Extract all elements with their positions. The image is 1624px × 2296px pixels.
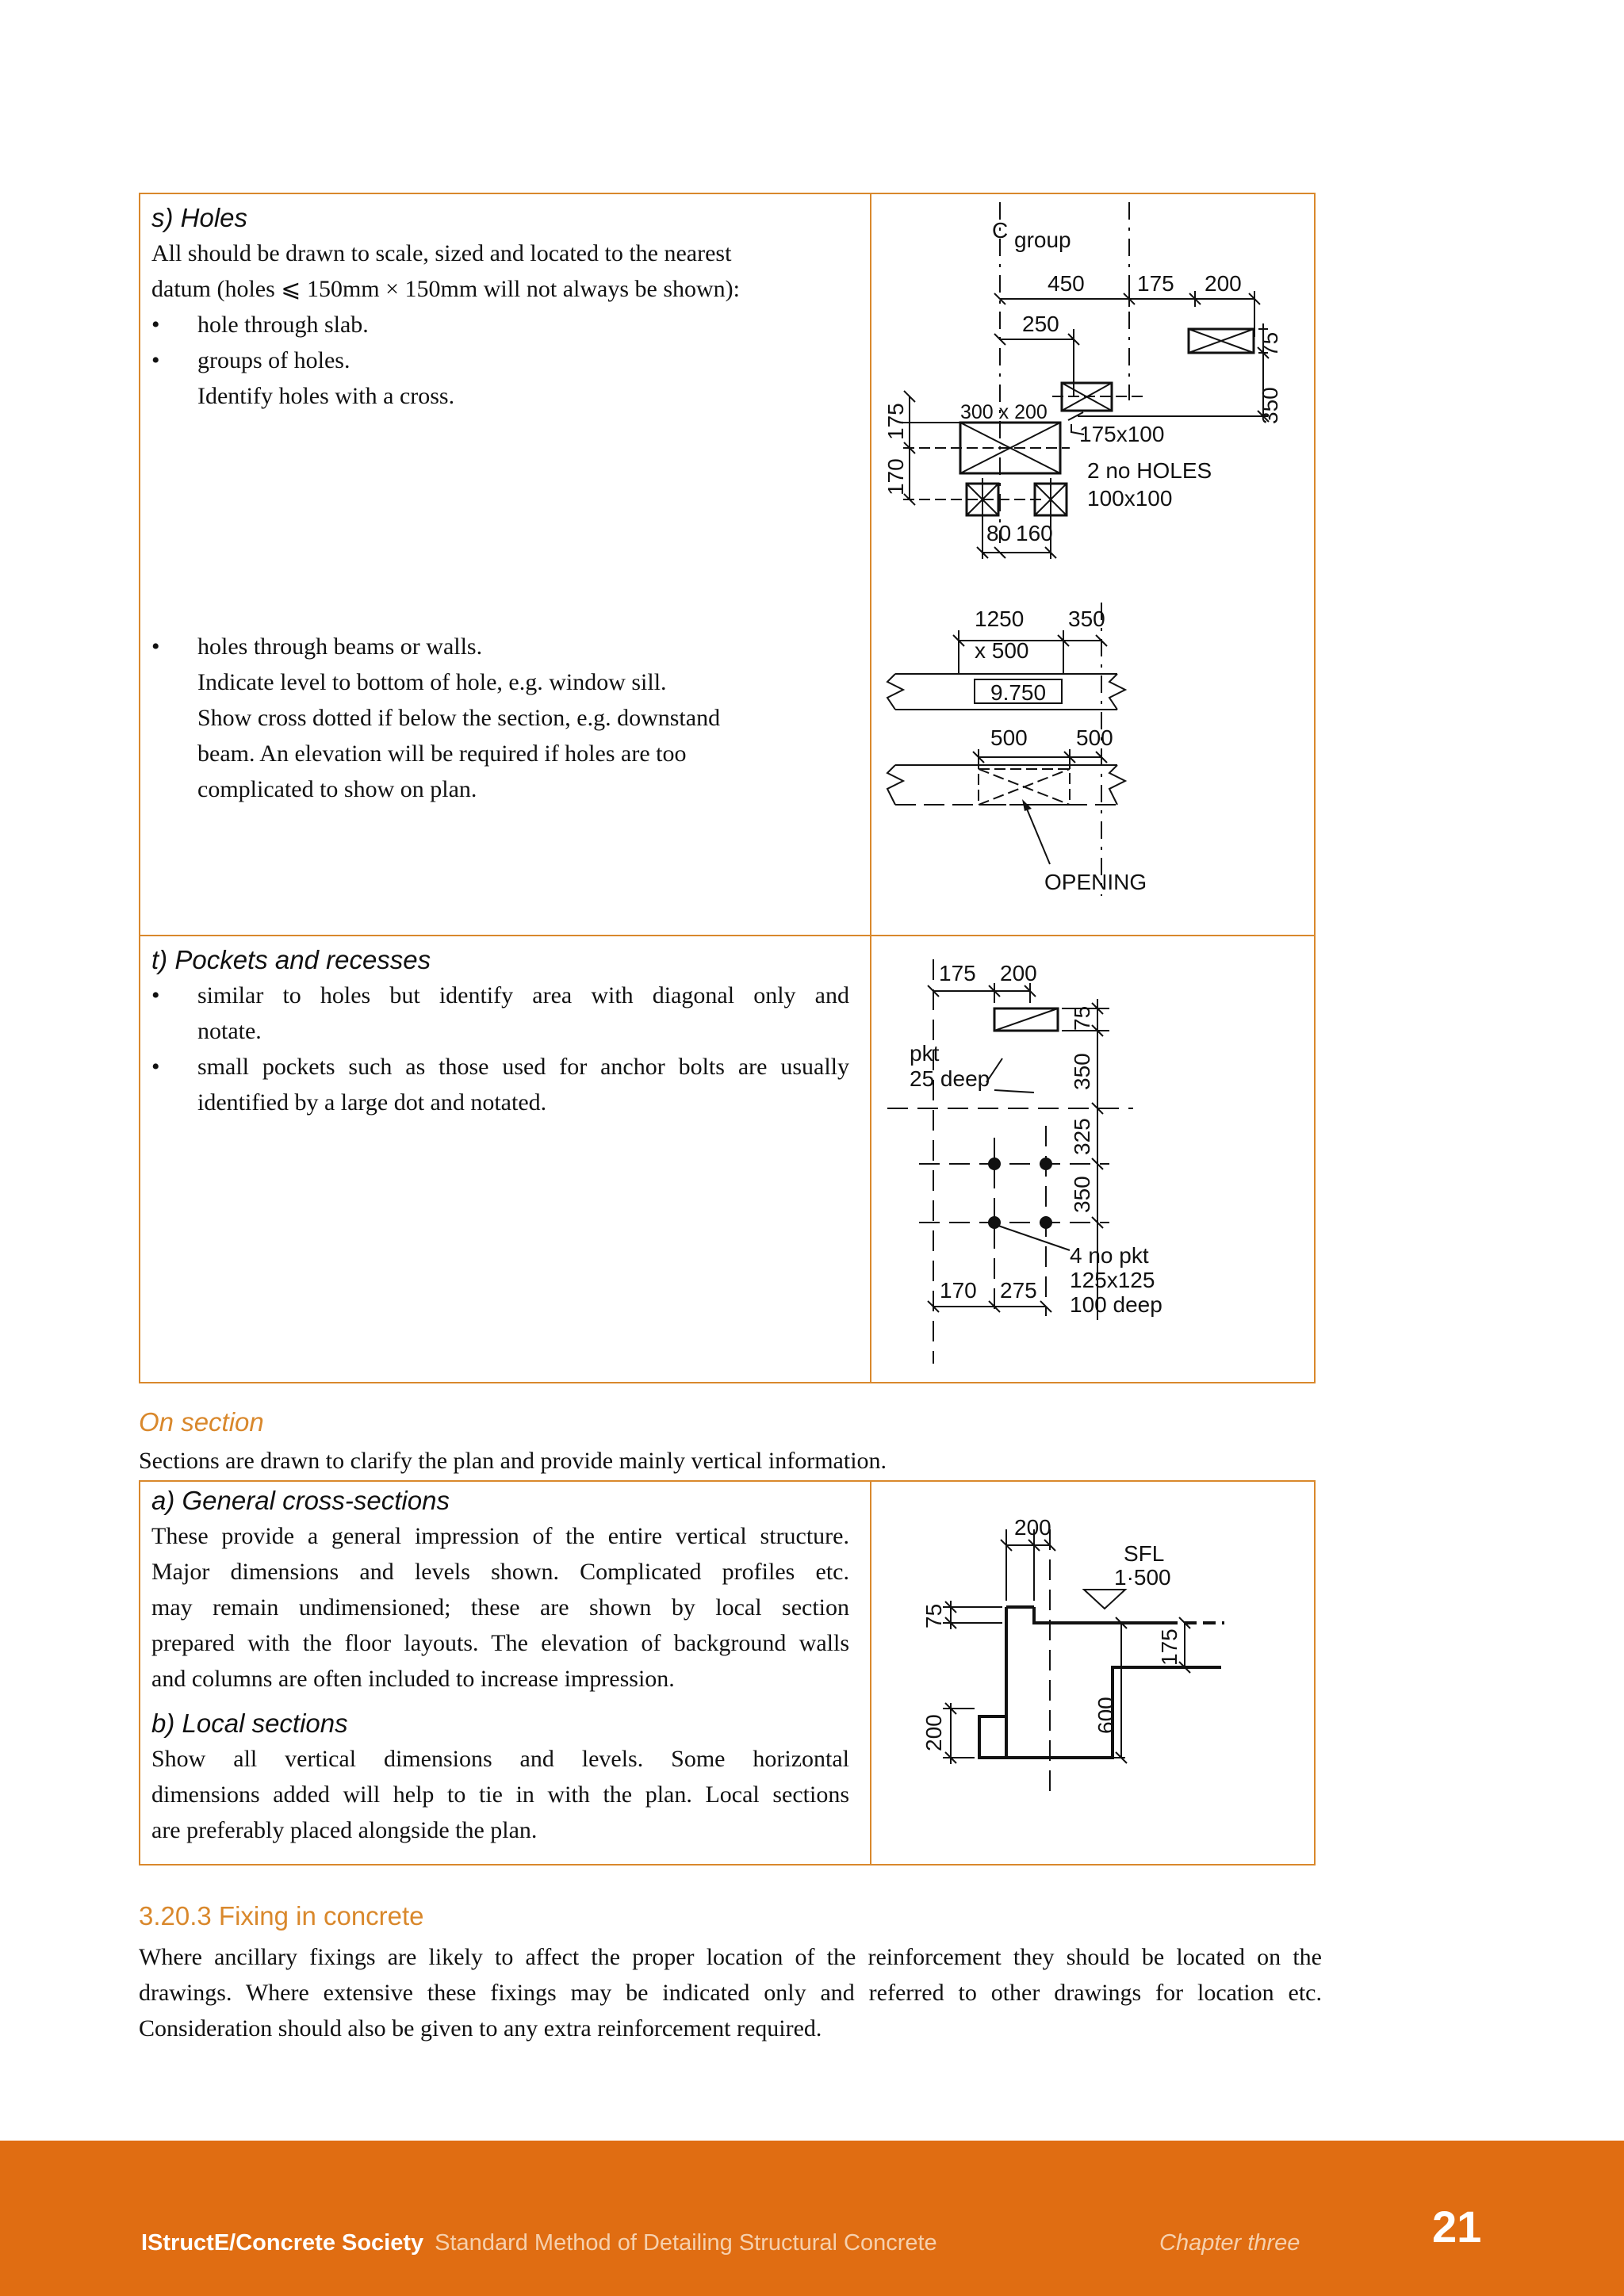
local-sections-line-3: are preferably placed alongside the plan.	[151, 1817, 538, 1843]
pockets-text-cell	[151, 943, 849, 1120]
dim-450: 450	[1048, 271, 1085, 296]
holes-beams-text-cell	[151, 629, 849, 807]
dim-175-left: 175	[883, 403, 908, 440]
dim-75: 75	[1258, 331, 1282, 357]
beam-dim-x500: x 500	[975, 638, 1029, 663]
page-footer	[0, 2141, 1624, 2296]
section-dim-75: 75	[921, 1603, 946, 1628]
beam-dim-1250: 1250	[975, 607, 1025, 631]
dim-80: 80	[986, 521, 1012, 545]
holes-bullet-slab: • hole through slab.	[151, 307, 849, 342]
general-sections-line-2: Major dimensions and levels shown. Complicated profiles etc.	[151, 1559, 849, 1585]
footer-chapter: Chapter three	[1159, 2230, 1300, 2256]
holes-note-2: 100x100	[1087, 486, 1173, 511]
hole-175x100: 175x100	[1079, 422, 1165, 446]
fixing-heading: 3.20.3 Fixing in concrete	[139, 1901, 424, 1931]
pocket-dim-75: 75	[1070, 1005, 1094, 1031]
sfl-label-1: SFL	[1124, 1541, 1165, 1566]
general-sections-heading: a) General cross-sections	[151, 1486, 450, 1515]
local-sections-heading: b) Local sections	[151, 1709, 348, 1738]
pocket-note-2: 125x125	[1070, 1268, 1155, 1292]
on-section-heading: On section	[139, 1407, 264, 1437]
pockets-bullet-2-cont: identified by a large dot and notated.	[197, 1089, 547, 1115]
holes-beam-figure	[871, 595, 1316, 936]
general-sections-line-3: may remain undimensioned; these are shown by local section	[151, 1594, 849, 1621]
beam-dim-350: 350	[1068, 607, 1105, 631]
fixing-line-1: Where ancillary fixings are likely to affect the proper location of the reinforcement they should be located on the	[139, 1944, 1322, 1970]
beam-dim-500b: 500	[1076, 725, 1113, 750]
dim-160: 160	[1016, 521, 1053, 545]
sections-text-cell	[151, 1483, 849, 1848]
fixing-paragraph	[139, 1939, 1322, 2046]
sections-table	[139, 1480, 1316, 1866]
general-sections-line-4: prepared with the floor layouts. The elevation of background walls	[151, 1630, 849, 1656]
holes-bullet-groups: • groups of holes.	[151, 342, 849, 378]
pocket-dim-350a: 350	[1070, 1053, 1094, 1090]
holes-pockets-table	[139, 193, 1316, 1383]
holes-beams-line-1: Indicate level to bottom of hole, e.g. window sill.	[197, 669, 667, 695]
local-sections-line-2: dimensions added will help to tie in with the plan. Local sections	[151, 1781, 849, 1808]
cl-marker: C	[992, 218, 1009, 243]
dim-175: 175	[1137, 271, 1174, 296]
opening-label: OPENING	[1044, 870, 1147, 894]
pocket-note-1: 4 no pkt	[1070, 1243, 1149, 1268]
holes-beams-line-3: beam. An elevation will be required if holes are too	[197, 740, 687, 767]
section-figure	[871, 1482, 1316, 1866]
pocket-note-3: 100 deep	[1070, 1292, 1162, 1317]
section-dim-200b: 200	[921, 1714, 946, 1751]
holes-bullet-beams: • holes through beams or walls.	[151, 629, 849, 664]
holes-intro-line-2: datum (holes ⩽ 150mm × 150mm will not always be shown):	[151, 276, 740, 302]
general-sections-line-1: These provide a general impression of the entire vertical structure.	[151, 1523, 849, 1549]
holes-note-1: 2 no HOLES	[1087, 458, 1212, 483]
pocket-dim-175: 175	[939, 961, 976, 985]
beam-level: 9.750	[990, 680, 1047, 705]
footer-publication	[141, 2230, 937, 2256]
fixing-line-2: drawings. Where extensive these fixings may be indicated only and referred to other drawings for location etc.	[139, 1980, 1322, 2006]
holes-heading: s) Holes	[151, 203, 248, 232]
holes-text-cell	[151, 201, 849, 414]
pockets-bullet-1: • similar to holes but identify area with diagonal only and	[151, 978, 849, 1013]
dim-250: 250	[1022, 312, 1059, 336]
holes-beams-line-4: complicated to show on plan.	[197, 776, 477, 802]
on-section-intro: Sections are drawn to clarify the plan and provide mainly vertical information.	[139, 1448, 887, 1474]
local-sections-line-1: Show all vertical dimensions and levels. Some horizontal	[151, 1746, 849, 1772]
pockets-bullet-1-cont: notate.	[197, 1018, 262, 1044]
dim-170-left: 170	[883, 458, 908, 496]
pocket-dim-170: 170	[940, 1278, 977, 1303]
pockets-figure	[871, 951, 1316, 1380]
pkt-label-2: 25 deep	[910, 1066, 990, 1091]
footer-org: IStructE/Concrete Society	[141, 2230, 424, 2256]
general-sections-line-5: and columns are often included to increase impression.	[151, 1666, 675, 1692]
holes-plan-figure	[871, 194, 1316, 567]
pkt-label-1: pkt	[910, 1041, 940, 1066]
holes-bullet-groups-note: Identify holes with a cross.	[197, 383, 455, 409]
pocket-dim-325: 325	[1070, 1118, 1094, 1155]
sfl-label-2: 1·500	[1114, 1565, 1171, 1590]
holes-intro-line-1: All should be drawn to scale, sized and located to the nearest	[151, 240, 732, 266]
page-number: 21	[1432, 2202, 1482, 2252]
footer-title: Standard Method of Detailing Structural Concrete	[435, 2230, 937, 2256]
pockets-heading: t) Pockets and recesses	[151, 945, 431, 974]
pocket-dim-275: 275	[1000, 1278, 1037, 1303]
hole-300x200: 300 x 200	[960, 401, 1048, 423]
pockets-bullet-2: • small pockets such as those used for anchor bolts are usually	[151, 1049, 849, 1085]
section-dim-175: 175	[1157, 1628, 1182, 1666]
section-dim-200: 200	[1014, 1515, 1051, 1540]
section-dim-600: 600	[1094, 1697, 1118, 1734]
dim-200: 200	[1205, 271, 1242, 296]
fixing-line-3: Consideration should also be given to any extra reinforcement required.	[139, 2015, 822, 2042]
dim-350: 350	[1258, 387, 1282, 424]
holes-beams-line-2: Show cross dotted if below the section, e.g. downstand	[197, 705, 721, 731]
pocket-dim-350b: 350	[1070, 1176, 1094, 1213]
pocket-dim-200: 200	[1000, 961, 1037, 985]
beam-dim-500a: 500	[990, 725, 1028, 750]
group-label: group	[1014, 228, 1071, 252]
